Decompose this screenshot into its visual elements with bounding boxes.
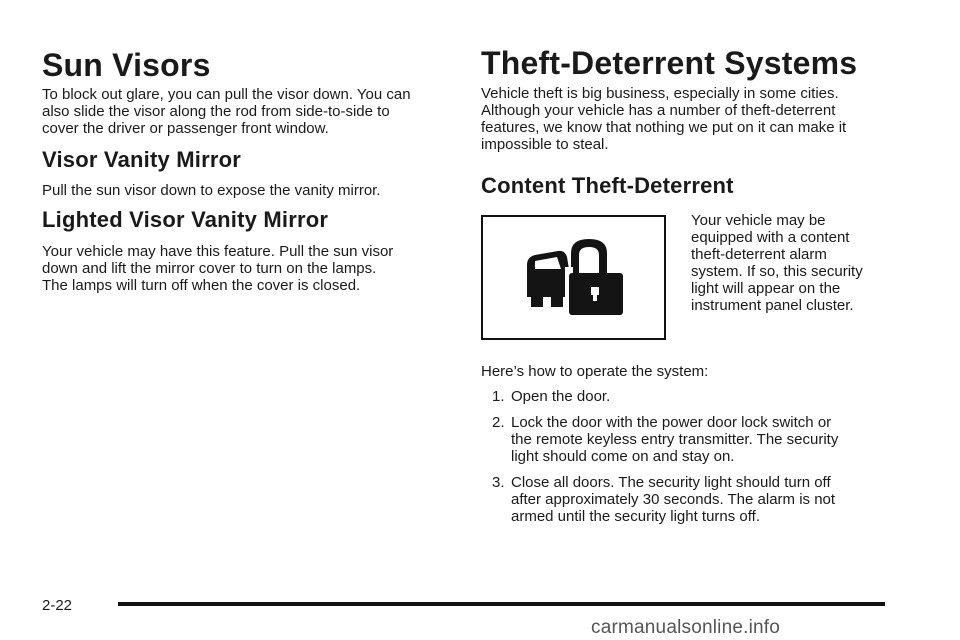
step-number: 1. bbox=[492, 388, 505, 405]
text-line: Pull the sun visor down to expose the vanity mirror. bbox=[42, 182, 381, 199]
sun-visors-heading: Sun Visors bbox=[42, 47, 211, 83]
text-line: after approximately 30 seconds. The alarm is not bbox=[511, 491, 836, 508]
content-theft-deterrent-heading: Content Theft-Deterrent bbox=[481, 173, 734, 198]
visor-vanity-mirror-heading: Visor Vanity Mirror bbox=[42, 147, 242, 172]
text-line: cover the driver or passenger front window. bbox=[42, 120, 329, 137]
lighted-visor-vanity-mirror-text bbox=[42, 243, 393, 294]
step-number: 2. bbox=[492, 414, 505, 431]
text-line: features, we know that nothing we put on it can make it bbox=[481, 119, 847, 136]
text-line: Although your vehicle has a number of theft-deterrent bbox=[481, 102, 836, 119]
list-item bbox=[481, 474, 921, 525]
text-line: To block out glare, you can pull the visor down. You can bbox=[42, 86, 411, 103]
security-light-icon bbox=[483, 217, 664, 338]
text-line: Lock the door with the power door lock switch or bbox=[511, 414, 832, 431]
text-line: also slide the visor along the rod from side-to-side to bbox=[42, 103, 390, 120]
text-line: Vehicle theft is big business, especially in some cities. bbox=[481, 85, 839, 102]
text-line: Open the door. bbox=[511, 388, 611, 405]
list-item bbox=[481, 414, 921, 465]
content-theft-side-text bbox=[691, 212, 921, 314]
sun-visors-text bbox=[42, 86, 411, 137]
text-line: equipped with a content bbox=[691, 229, 850, 246]
text-line: light will appear on the bbox=[691, 280, 841, 297]
footer-divider bbox=[118, 602, 885, 606]
text-line: The lamps will turn off when the cover is closed. bbox=[42, 277, 361, 294]
text-line: Close all doors. The security light should turn off bbox=[511, 474, 831, 491]
security-light-figure bbox=[481, 215, 666, 340]
page-number: 2-22 bbox=[42, 597, 73, 614]
steps-list bbox=[481, 388, 921, 525]
theft-deterrent-heading: Theft-Deterrent Systems bbox=[481, 45, 858, 81]
text-line: instrument panel cluster. bbox=[691, 297, 854, 314]
text-line: theft-deterrent alarm bbox=[691, 246, 827, 263]
watermark: carmanualsonline.info bbox=[591, 617, 781, 638]
operate-intro: Here’s how to operate the system: bbox=[481, 363, 709, 380]
text-line: system. If so, this security bbox=[691, 263, 863, 280]
lighted-visor-vanity-mirror-heading: Lighted Visor Vanity Mirror bbox=[42, 207, 329, 232]
text-line: light should come on and stay on. bbox=[511, 448, 735, 465]
text-line: down and lift the mirror cover to turn on the lamps. bbox=[42, 260, 377, 277]
step-number: 3. bbox=[492, 474, 505, 491]
text-line: armed until the security light turns off. bbox=[511, 508, 761, 525]
text-line: Your vehicle may have this feature. Pull the sun visor bbox=[42, 243, 394, 260]
list-item bbox=[481, 388, 921, 405]
theft-deterrent-text bbox=[481, 85, 846, 153]
text-line: the remote keyless entry transmitter. The security bbox=[511, 431, 839, 448]
text-line: Your vehicle may be bbox=[691, 212, 826, 229]
text-line: impossible to steal. bbox=[481, 136, 609, 153]
visor-vanity-mirror-text bbox=[42, 182, 381, 199]
